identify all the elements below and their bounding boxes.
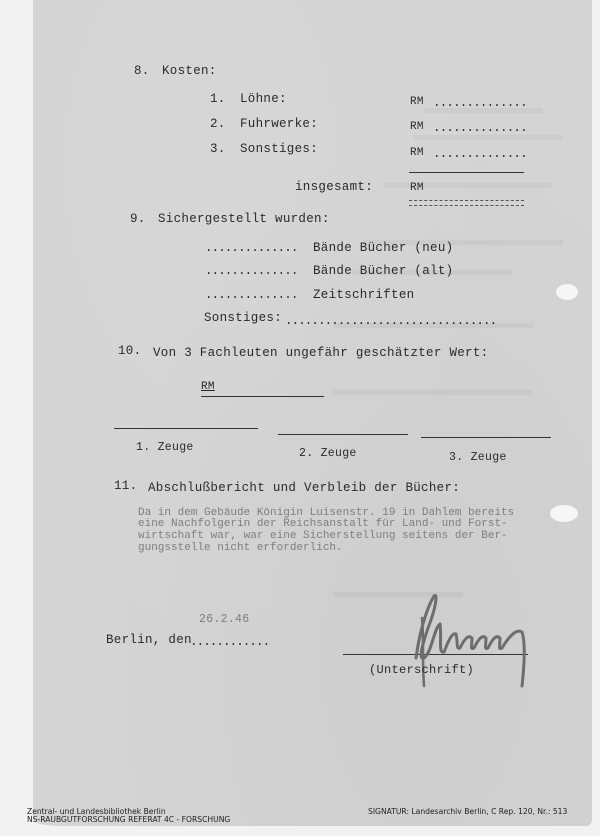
witness-1-signature-line	[114, 428, 258, 429]
punch-hole-bottom	[550, 505, 578, 522]
section-10-number: 10.	[118, 344, 142, 358]
punch-hole-top	[556, 284, 578, 300]
report-line-2: eine Nachfolgerin der Reichsanstalt für Land- und Forst-	[138, 518, 508, 530]
report-line-3: wirtschaft war, war eine Sicherstellung seitens der Ber-	[138, 530, 508, 542]
witness-3-signature-line	[421, 437, 551, 438]
cost-item-1-value: ..............	[433, 96, 527, 110]
witness-2-label: 2. Zeuge	[299, 447, 357, 460]
section-9-number: 9.	[130, 212, 146, 226]
footer-library-name: Zentral- und Landesbibliothek Berlin	[27, 807, 166, 816]
cost-item-2-label: Fuhrwerke:	[240, 117, 319, 131]
witness-1-label: 1. Zeuge	[136, 441, 194, 454]
signature-caption: (Unterschrift)	[369, 663, 475, 677]
report-line-4: gungsstelle nicht erforderlich.	[138, 542, 343, 554]
cost-item-3-currency: RM	[410, 147, 424, 159]
section-11-title: Abschlußbericht und Verbleib der Bücher:	[148, 481, 461, 495]
cost-item-3-value: ..............	[433, 147, 527, 161]
section-8-title: Kosten:	[162, 64, 217, 78]
footer-signature-reference: SIGNATUR: Landesarchiv Berlin, C Rep. 120, Nr.: 513	[368, 807, 568, 816]
cost-item-2-value: ..............	[433, 121, 527, 135]
cost-item-1-number: 1.	[210, 92, 226, 106]
cost-item-3-number: 3.	[210, 142, 226, 156]
cost-item-1-label: Löhne:	[240, 92, 287, 106]
section-10-title: Von 3 Fachleuten ungefähr geschätzter Wert:	[153, 346, 489, 360]
cost-total-label: insgesamt:	[295, 180, 374, 194]
section-9-title: Sichergestellt wurden:	[158, 212, 330, 226]
secured-item-2-label: Bände Bücher (alt)	[313, 264, 454, 278]
secured-item-1-value: ..............	[205, 241, 298, 255]
cost-item-2-number: 2.	[210, 117, 226, 131]
cost-item-2-currency: RM	[410, 121, 424, 133]
bleed-through-mark	[333, 390, 533, 395]
bleed-through-mark	[413, 135, 563, 140]
secured-item-2-value: ..............	[205, 264, 298, 278]
cost-sum-line	[409, 172, 524, 173]
estimated-value-currency: RM	[201, 381, 215, 393]
secured-item-1-label: Bände Bücher (neu)	[313, 241, 454, 255]
secured-item-3-value: ..............	[205, 288, 298, 302]
secured-item-3-label: Zeitschriften	[313, 288, 415, 302]
report-line-1: Da in dem Gebäude Königin Luisenstr. 19 in Dahlem bereits	[138, 507, 515, 519]
bleed-through-mark	[383, 183, 553, 188]
place-date-dots: ............	[190, 635, 270, 649]
date-value: 26.2.46	[199, 613, 250, 626]
estimated-value-line	[201, 396, 324, 397]
witness-2-signature-line	[278, 434, 408, 435]
cost-item-3-label: Sonstiges:	[240, 142, 319, 156]
cost-total-currency: RM	[410, 182, 424, 194]
cost-item-1-currency: RM	[410, 96, 424, 108]
cost-total-double-underline	[409, 200, 524, 206]
place-date-label: Berlin, den	[106, 633, 192, 647]
secured-other-value: ................................	[285, 314, 497, 328]
witness-3-label: 3. Zeuge	[449, 451, 507, 464]
footer-department: NS-RAUBGUTFORSCHUNG REFERAT 4C - FORSCHUNG	[27, 815, 231, 824]
secured-other-label: Sonstiges:	[204, 311, 283, 325]
section-11-number: 11.	[114, 479, 138, 493]
section-8-number: 8.	[134, 64, 150, 78]
